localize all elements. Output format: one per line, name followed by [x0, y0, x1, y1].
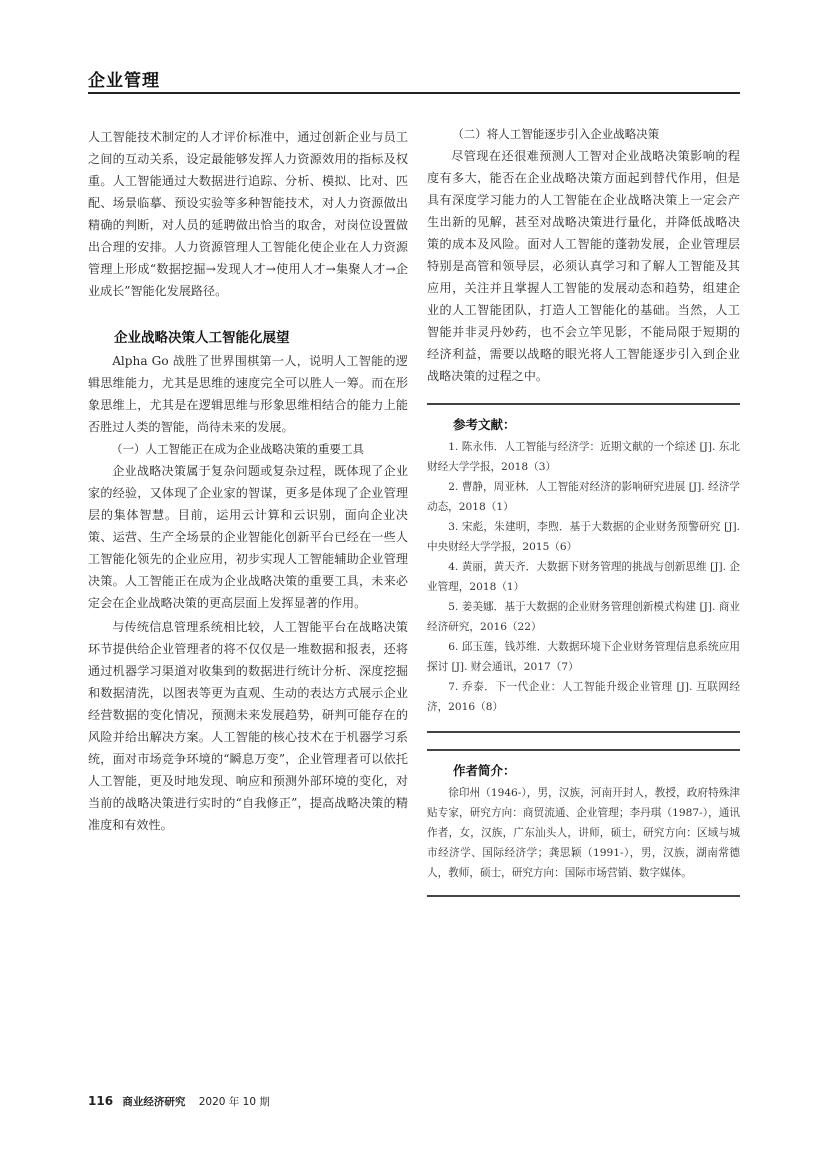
- references-title: 参考文献：: [453, 417, 516, 432]
- reference-item: 7. 乔泰．下一代企业：人工智能升级企业管理 [J]. 互联网经济，2016（8）: [427, 681, 740, 713]
- header-rule: [88, 92, 740, 94]
- left-column: [88, 126, 408, 836]
- author-box: [427, 761, 740, 883]
- section-paragraph: Alpha Go 战胜了世界围棋第一人，说明人工智能的逻辑思维能力，尤其是思维的速度完全可以胜人一筹。而在形象思维上，尤其是在逻辑思维与形象思维相结合的能力上能否胜过人类的智能，尚待未来的发展。: [88, 354, 408, 434]
- reference-item: 6. 邱玉莲，钱苏维．大数据环境下企业财务管理信息系统应用探讨 [J]. 财会通讯，2017（7）: [427, 641, 740, 673]
- reference-item: 4. 黄丽，黄天齐．大数据下财务管理的挑战与创新思维 [J]. 企业管理，2018（1）: [427, 561, 740, 593]
- reference-item: 1. 陈永伟．人工智能与经济学：近期文献的一个综述 [J]. 东北财经大学学报，2018（3）: [427, 441, 740, 473]
- page-number: 116: [88, 1094, 114, 1108]
- author-bio: 徐印州（1946-），男，汉族，河南开封人，教授，政府特殊津贴专家，研究方向：商贸流通、企业管理；李丹琪（1987-），通讯作者，女，汉族，广东汕头人，讲师，硕士，研究方向：区域与城市经济学、国际经济学；龚思颖（1991-），男，汉族，湖南常德人，教师，硕士，研究方向：国际市场营销、数字媒体。: [427, 787, 740, 879]
- sub-heading-1: （一）人工智能正在成为企业战略决策的重要工具: [111, 442, 364, 456]
- right-column: [427, 123, 740, 897]
- author-rule-top: [427, 749, 740, 751]
- references-box: [427, 415, 740, 717]
- page-footer: [88, 1094, 270, 1109]
- reference-item: 2. 曹静，周亚林．人工智能对经济的影响研究进展 [J]. 经济学动态，2018（1）: [427, 481, 740, 513]
- section-heading: 企业战略决策人工智能化展望: [114, 330, 290, 346]
- author-rule-bottom: [427, 895, 740, 897]
- section-header: 企业管理: [88, 71, 160, 91]
- reference-item: 5. 姜美娜．基于大数据的企业财务管理创新模式构建 [J]. 商业经济研究，2016（22）: [427, 601, 740, 633]
- issue-label: 2020 年 10 期: [198, 1096, 270, 1108]
- body-paragraph-2: 与传统信息管理系统相比较，人工智能平台在战略决策环节提供给企业管理者的将不仅仅是一堆数据和报表，还将通过机器学习渠道对收集到的数据进行统计分析、深度挖掘和数据清洗，以图表等更为直观、生动的表达方式展示企业经营数据的变化情况，预测未来发展趋势，研判可能存在的风险并给出解决方案。人工智能的核心技术在于机器学习系统，面对市场竞争环境的“瞬息万变”，企业管理者可以依托人工智能，更及时地发现、响应和预测外部环境的变化，对当前的战略决策进行实时的“自我修正”，提高战略决策的精准度和有效性。: [88, 620, 408, 832]
- references-rule-top: [427, 403, 740, 405]
- author-title: 作者简介：: [453, 763, 516, 778]
- references-list: [427, 437, 740, 717]
- journal-name: 商业经济研究: [122, 1096, 186, 1108]
- sub-heading-2: （二）将人工智能逐步引入企业战略决策: [452, 127, 660, 141]
- reference-item: 3. 宋彪，朱建明，李煦．基于大数据的企业财务预警研究 [J]. 中央财经大学学报，2015（6）: [427, 521, 740, 553]
- body-paragraph-1: 企业战略决策属于复杂问题或复杂过程，既体现了企业家的经验，又体现了企业家的智谋，更多是体现了企业管理层的集体智慧。目前，运用云计算和云识别，面向企业决策、运营、生产全场景的企业智能化创新平台已经在一些人工智能化领先的企业应用，初步实现人工智能辅助企业管理决策。人工智能正在成为企业战略决策的重要工具，未来必定会在企业战略决策的更高层面上发挥显著的作用。: [88, 464, 408, 610]
- intro-paragraph: 人工智能技术制定的人才评价标准中，通过创新企业与员工之间的互动关系，设定最能够发挥人力资源效用的指标及权重。人工智能通过大数据进行追踪、分析、模拟、比对、匹配、场景临摹、预设实验等多种智能技术，对人力资源做出精确的判断，对人员的延聘做出恰当的取舍，对岗位设置做出合理的安排。人力资源管理人工智能化使企业在人力资源管理上形成“数据挖掘→发现人才→使用人才→集聚人才→企业成长”智能化发展路径。: [88, 130, 408, 298]
- right-paragraph: 尽管现在还很难预测人工智对企业战略决策影响的程度有多大，能否在企业战略决策方面起到替代作用，但是具有深度学习能力的人工智能在企业战略决策上一定会产生出新的见解，甚至对战略决策进行量化，并降低战略决策的成本及风险。面对人工智能的蓬勃发展，企业管理层特别是高管和领导层，必须认真学习和了解人工智能及其应用，关注并且掌握人工智能的发展动态和趋势，组建企业的人工智能团队，打造人工智能化的基础。当然，人工智能并非灵丹妙药，也不会立竿见影，不能局限于短期的经济利益，需要以战略的眼光将人工智能逐步引入到企业战略决策的过程之中。: [427, 149, 740, 383]
